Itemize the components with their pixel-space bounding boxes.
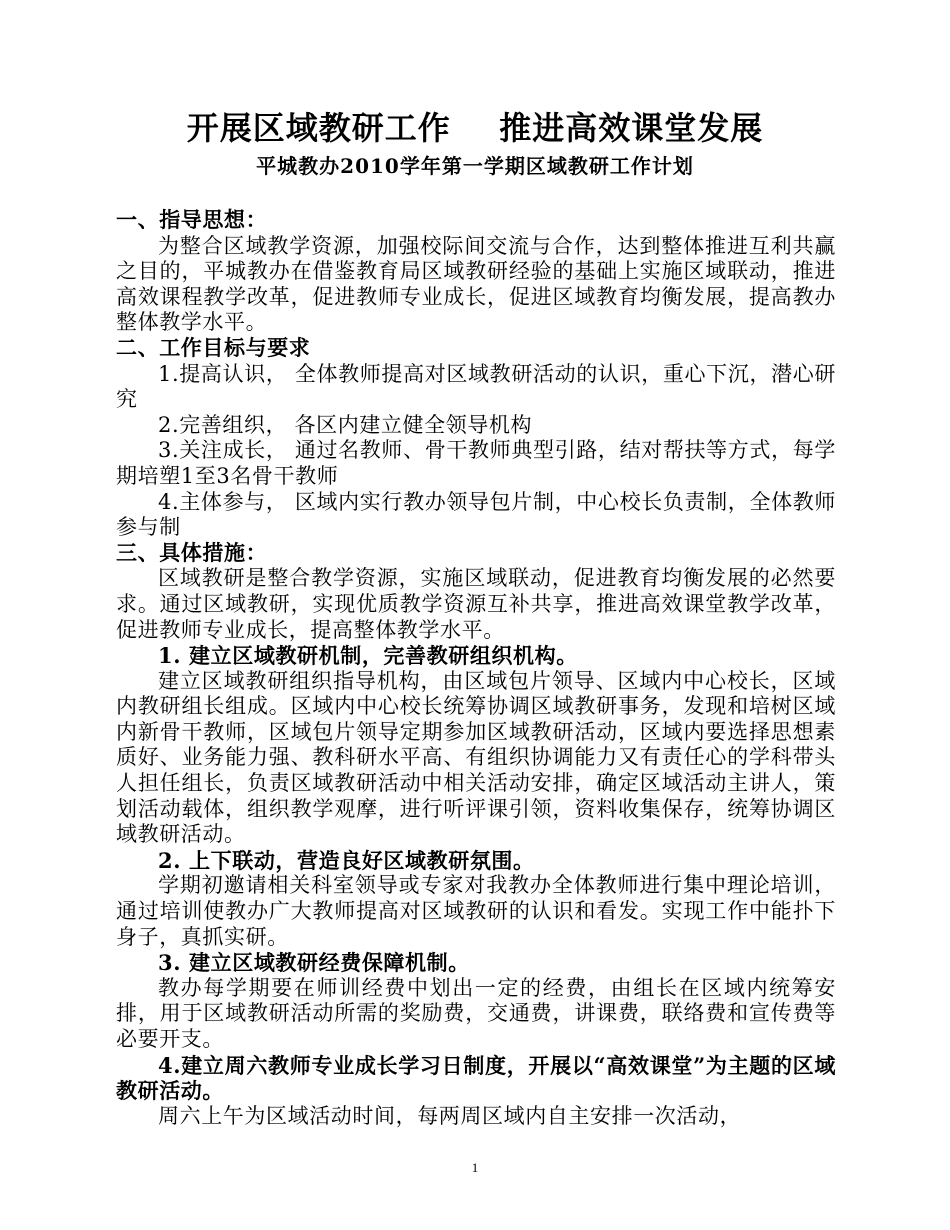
measure-3-title: 3. 建立区域教研经费保障机制。 <box>158 950 470 976</box>
goal-item-4: 4.主体参与， 区域内实行教办领导包片制，中心校长负责制，全体教师参与制 <box>116 489 836 540</box>
measure-2-text: 学期初邀请相关科室领导或专家对我教办全体教师进行集中理论培训，通过培训使教办广大教师提高对区域教研的认识和看发。实现工作中能扑下身子，真抓实研。 <box>116 873 836 949</box>
paragraph-guiding-ideas: 为整合区域教学资源，加强校际间交流与合作，达到整体推进互利共赢之目的，平城教办在借鉴教育局区域教研经验的基础上实施区域联动，推进高效课程教学改革，促进教师专业成长，促进区域教育均衡发展，提高教办整体教学水平。 <box>116 233 836 335</box>
section-heading-goals: 二、工作目标与要求 <box>116 335 311 360</box>
measure-3-text: 教办每学期要在师训经费中划出一定的经费，由组长在区域内统筹安排，用于区域教研活动所需的奖励费，交通费，讲课费，联络费和宣传费等必要开支。 <box>116 975 836 1051</box>
section-heading-measures: 三、具体措施： <box>116 540 268 565</box>
section-heading-guiding-ideas: 一、指导思想： <box>116 208 268 232</box>
measure-4-title: 4.建立周六教师专业成长学习日制度，开展以“高效课堂”为主题的区域教研活动。 <box>116 1052 836 1104</box>
document-body <box>116 208 836 1129</box>
goal-item-2: 2.完善组织， 各区内建立健全领导机构 <box>158 412 533 437</box>
document-subtitle: 平城教办2010学年第一学期区域教研工作计划 <box>256 154 694 178</box>
measure-1-title: 1. 建立区域教研机制，完善教研组织机构。 <box>158 643 578 669</box>
measure-1-text: 建立区域教研组织指导机构，由区域包片领导、区域内中心校长，区域内教研组长组成。区域内中心校长统筹协调区域教研事务，发现和培树区域内新骨干教师，区域包片领导定期参加区域教研活动，区域内要选择思想素质好、业务能力强、教科研水平高、有组织协调能力又有责任心的学科带头人担任组长，负责区域教研活动中相关活动安排，确定区域活动主讲人，策划活动载体，组织教学观摩，进行听评课引领，资料收集保存，统筹协调区域教研活动。 <box>116 668 836 847</box>
goal-item-3: 3.关注成长， 通过名教师、骨干教师典型引路，结对帮扶等方式，每学期培塑1至3名骨干教师 <box>116 438 836 488</box>
goal-item-1: 1.提高认识， 全体教师提高对区域教研活动的认识，重心下沉，潜心研究 <box>116 361 836 412</box>
document-title: 开展区域教研工作 推进高效课堂发展 <box>186 109 764 147</box>
page-number: 1 <box>471 1160 479 1175</box>
measure-2-title: 2. 上下联动，营造良好区域教研氛围。 <box>158 847 535 873</box>
paragraph-measures-intro: 区域教研是整合教学资源，实施区域联动，促进教育均衡发展的必然要求。通过区域教研，实现优质教学资源互补共享，推进高效课堂教学改革，促进教师专业成长，提高整体教学水平。 <box>116 566 836 642</box>
measure-4-text: 周六上午为区域活动时间，每两周区域内自主安排一次活动， <box>158 1103 742 1128</box>
